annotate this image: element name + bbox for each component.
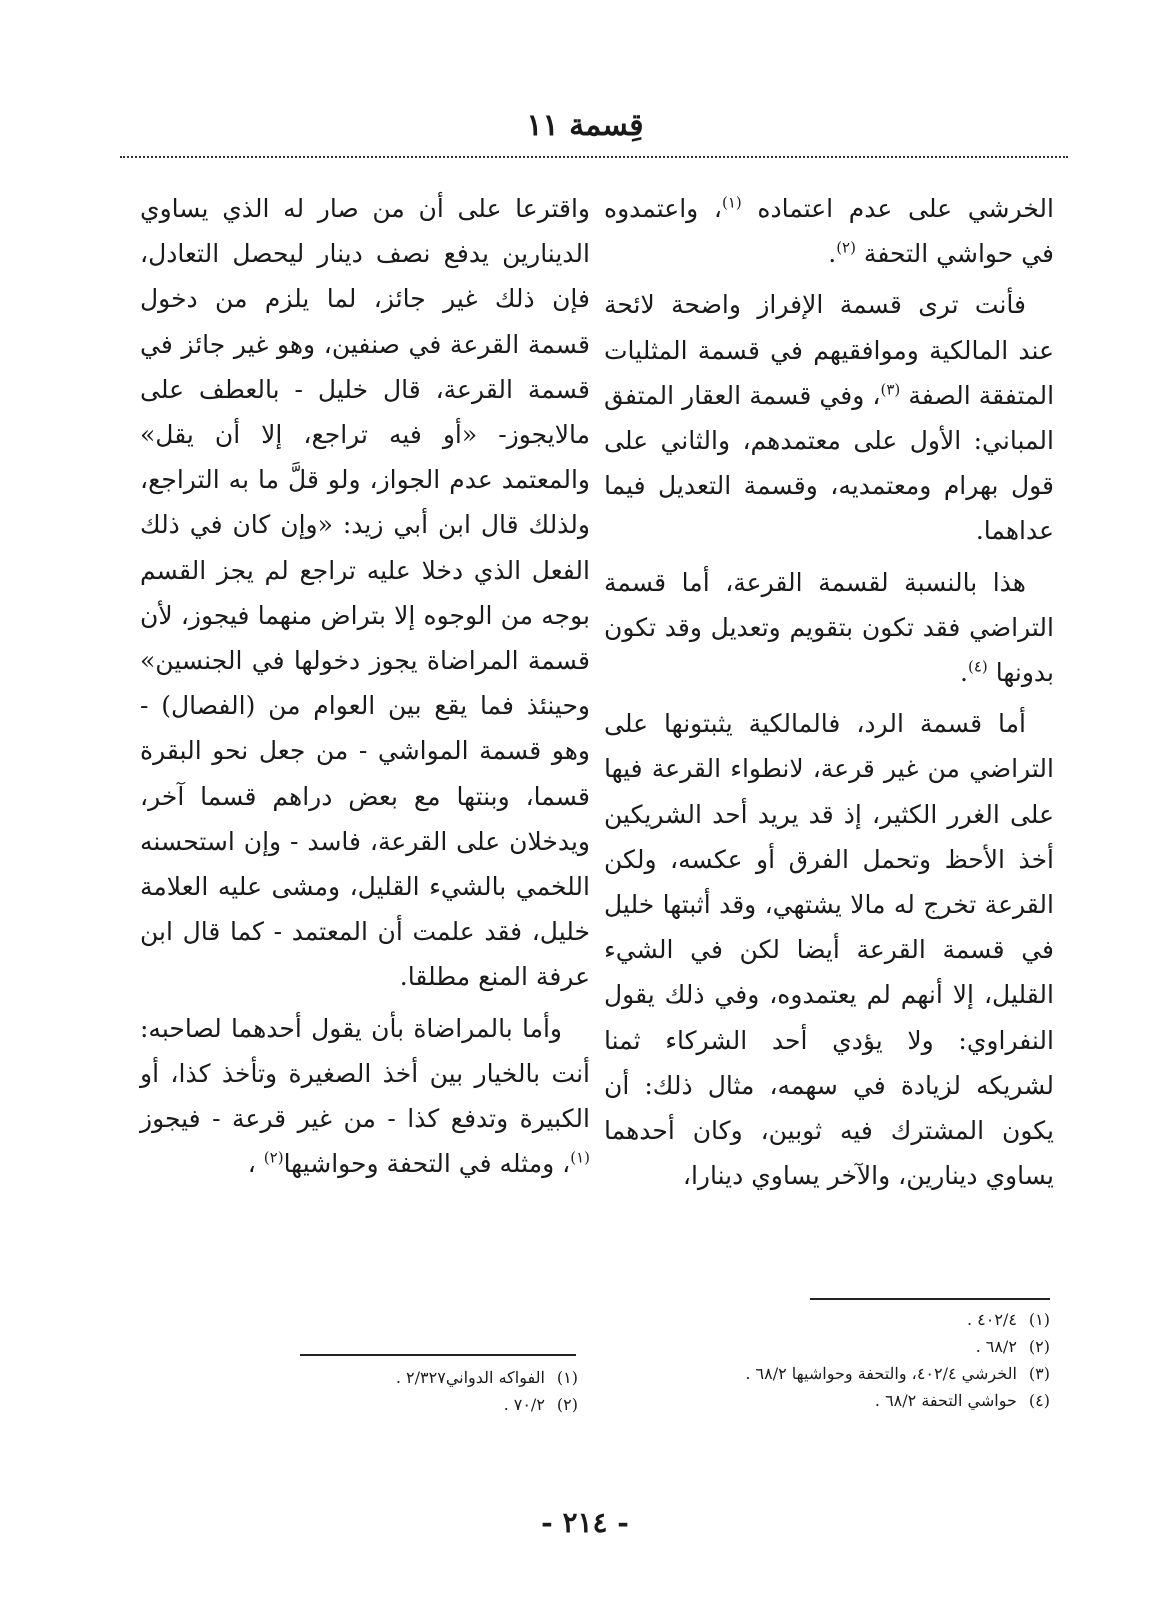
text-run: . — [828, 239, 837, 269]
footnote-number: (٢) — [1028, 1337, 1050, 1356]
footnote-number: (٤) — [1028, 1391, 1050, 1410]
footnotes-right — [590, 1306, 1050, 1414]
right-paragraph-4: أما قسمة الرد، فالمالكية يثبتونها على التراضي من غير قرعة، لانطواء القرعة فيها على الغرر الكثير، إذ قد يريد أحد الشريكين أخذ الأحظ وتحمل الفرق أو عكسه، ولكن القرعة تخرج له مالا يشتهي، وقد أثبتها خليل في قسمة القرعة أيضا لكن في الشيء القليل، إلا أنهم لم يعتمدوه، وفي ذلك يقول النفراوي: ولا يؤدي أحد الشركاء ثمنا لشريكه لزيادة في سهمه، مثال ذلك: أن يكون المشترك فيه ثوبين، وكان أحدهما يساوي دينارين، والآخر يساوي دينارا، — [604, 709, 1054, 1191]
text-run: وأما بالمراضاة بأن يقول أحدهما لصاحبه: أنت بالخيار بين أخذ الصغيرة وتأخذ كذا، أو الكبيرة وتدفع كذا - من غير قرعة - فيجوز — [140, 1013, 590, 1134]
footnote-number: (٢) — [556, 1395, 578, 1414]
right-paragraph-3 — [604, 560, 1054, 696]
text-run: هذا بالنسبة لقسمة القرعة، أما قسمة التراضي فقد تكون بتقويم وتعديل وقد تكون بدونها — [604, 567, 1054, 688]
footnote-text: حواشي التحفة ٦٨/٢ . — [874, 1391, 1017, 1410]
text-run: ، — [247, 1149, 256, 1179]
page-header-title: قِسمة ١١ — [526, 108, 644, 143]
footnotes-left — [138, 1364, 578, 1418]
footnote-ref: (١) — [721, 193, 742, 212]
footnote-item — [590, 1360, 1050, 1387]
text-run: . — [960, 658, 968, 688]
left-paragraph-2 — [140, 1006, 590, 1187]
page-number: - ٢١٤ - — [541, 1506, 629, 1539]
footnote-ref: (٢) — [836, 238, 856, 257]
footnote-text: ٦٨/٢ . — [975, 1337, 1017, 1356]
left-text-column — [140, 186, 590, 1192]
footnote-divider-left — [300, 1354, 576, 1356]
footnote-item — [590, 1333, 1050, 1360]
footnote-number: (١) — [1028, 1310, 1050, 1329]
text-run: فأنت ترى قسمة الإفراز واضحة لائحة عند المالكية وموافقيهم في قسمة المثليات المتفقة الصفة — [604, 290, 1055, 410]
header-dotted-rule — [120, 156, 1068, 158]
footnote-number: (١) — [556, 1368, 578, 1387]
footnote-number: (٣) — [1028, 1364, 1050, 1383]
footnote-text: الفواكه الدواني٢/٣٢٧ . — [395, 1368, 545, 1387]
footnote-text: الخرشي ٤٠٢/٤، والتحفة وحواشيها ٦٨/٢ . — [745, 1364, 1017, 1383]
left-paragraph-1: واقترعا على أن من صار له الذي يساوي الدينارين يدفع نصف دينار ليحصل التعادل، فإن ذلك غير جائز، لما يلزم من دخول قسمة القرعة في صنفين، وهو غير جائز في قسمة القرعة، قال خليل - بالعطف على مالايجوز- «أو فيه تراجع، إلا أن يقل» والمعتمد عدم الجواز، ولو قلَّ ما به التراجع، ولذلك قال ابن أبي زيد: «وإن كان في ذلك الفعل الذي دخلا عليه تراجع لم يجز القسم بوجه من الوجوه إلا بتراض منهما فيجوز، لأن قسمة المراضاة يجوز دخولها في الجنسين» وحينئذ فما يقع بين العوام من (الفصال) - وهو قسمة المواشي - من جعل نحو البقرة قسما، وبنتها مع بعض دراهم قسما آخر، ويدخلان على القرعة، فاسد - وإن استحسنه اللخمي بالشيء القليل، ومشى عليه العلامة خليل، فقد علمت أن المعتمد - كما قال ابن عرفة المنع مطلقا. — [140, 194, 590, 992]
right-text-column — [604, 186, 1054, 1204]
footnote-item — [590, 1387, 1050, 1414]
text-run: ، ومثله في التحفة وحواشيها — [283, 1149, 571, 1179]
footnote-text: ٧٠/٢ . — [503, 1395, 545, 1414]
footnote-item — [590, 1306, 1050, 1333]
footnote-item — [138, 1364, 578, 1391]
footnote-ref: (٢) — [263, 1148, 284, 1167]
footnote-ref: (٤) — [968, 657, 988, 676]
right-paragraph-2 — [604, 282, 1054, 553]
footnote-divider-right — [810, 1298, 1050, 1300]
footnote-ref: (١) — [570, 1148, 590, 1167]
text-run: الخرشي على عدم اعتماده — [757, 194, 1054, 223]
text-run: ، واعتمدوه في حواشي التحفة — [604, 194, 1054, 269]
footnote-item — [138, 1391, 578, 1418]
text-run: ، وفي قسمة العقار المتفق المباني: الأول على معتمدهم، والثاني على قول بهرام ومعتمديه، وقسمة التعديل فيما عداهما. — [604, 380, 1054, 546]
footnote-ref: (٣) — [880, 380, 901, 399]
footnote-text: ٤٠٢/٤ . — [966, 1310, 1017, 1329]
right-paragraph-1 — [604, 186, 1054, 276]
